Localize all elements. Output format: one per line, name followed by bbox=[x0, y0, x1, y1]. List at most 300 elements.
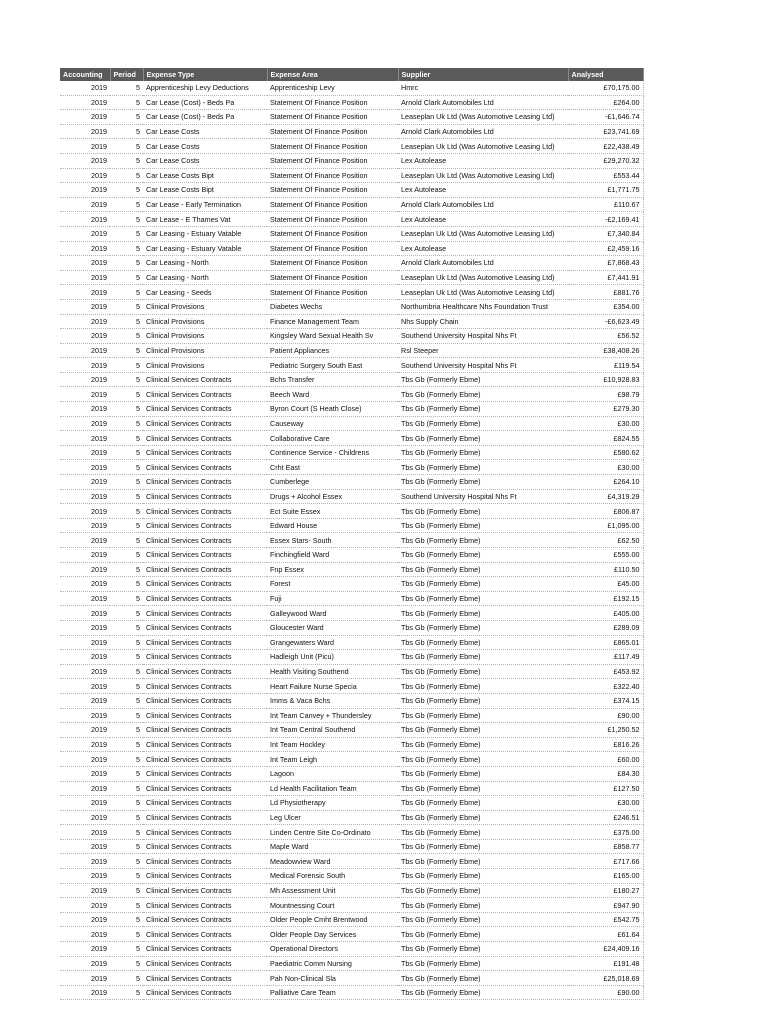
cell-expense-type: Clinical Services Contracts bbox=[143, 956, 267, 971]
cell-period: 5 bbox=[110, 212, 143, 227]
cell-expense-type: Car Leasing - North bbox=[143, 256, 267, 271]
cell-supplier: Tbs Gb (Formerly Ebme) bbox=[398, 591, 568, 606]
cell-analysed: £22,438.49 bbox=[568, 139, 643, 154]
cell-supplier: Tbs Gb (Formerly Ebme) bbox=[398, 679, 568, 694]
cell-supplier: Arnold Clark Automobiles Ltd bbox=[398, 197, 568, 212]
cell-expense-type: Car Lease Costs Bipt bbox=[143, 168, 267, 183]
table-row bbox=[60, 883, 643, 898]
cell-expense-area: Statement Of Finance Position bbox=[267, 95, 398, 110]
cell-expense-type: Clinical Services Contracts bbox=[143, 606, 267, 621]
table-row bbox=[60, 562, 643, 577]
cell-expense-type: Clinical Provisions bbox=[143, 329, 267, 344]
cell-analysed: £30.00 bbox=[568, 460, 643, 475]
cell-expense-type: Clinical Provisions bbox=[143, 343, 267, 358]
cell-accounting: 2019 bbox=[60, 314, 110, 329]
cell-supplier: Tbs Gb (Formerly Ebme) bbox=[398, 810, 568, 825]
cell-supplier: Tbs Gb (Formerly Ebme) bbox=[398, 912, 568, 927]
cell-accounting: 2019 bbox=[60, 372, 110, 387]
cell-accounting: 2019 bbox=[60, 883, 110, 898]
table-row bbox=[60, 854, 643, 869]
cell-supplier: Tbs Gb (Formerly Ebme) bbox=[398, 781, 568, 796]
cell-analysed: £60.00 bbox=[568, 752, 643, 767]
cell-expense-area: Apprenticeship Levy bbox=[267, 81, 398, 95]
cell-analysed: £110.50 bbox=[568, 562, 643, 577]
cell-expense-type: Clinical Services Contracts bbox=[143, 825, 267, 840]
cell-expense-area: Forest bbox=[267, 577, 398, 592]
cell-accounting: 2019 bbox=[60, 825, 110, 840]
table-row bbox=[60, 256, 643, 271]
cell-period: 5 bbox=[110, 241, 143, 256]
cell-accounting: 2019 bbox=[60, 402, 110, 417]
cell-supplier: Arnold Clark Automobiles Ltd bbox=[398, 256, 568, 271]
cell-analysed: £553.44 bbox=[568, 168, 643, 183]
cell-supplier: Tbs Gb (Formerly Ebme) bbox=[398, 664, 568, 679]
cell-analysed: £947.90 bbox=[568, 898, 643, 913]
cell-supplier: Tbs Gb (Formerly Ebme) bbox=[398, 635, 568, 650]
table-row bbox=[60, 285, 643, 300]
table-row bbox=[60, 825, 643, 840]
cell-period: 5 bbox=[110, 358, 143, 373]
cell-expense-type: Car Lease Costs bbox=[143, 153, 267, 168]
cell-analysed: £23,741.69 bbox=[568, 124, 643, 139]
cell-period: 5 bbox=[110, 708, 143, 723]
cell-accounting: 2019 bbox=[60, 329, 110, 344]
cell-expense-type: Clinical Services Contracts bbox=[143, 664, 267, 679]
cell-supplier: Rsl Steeper bbox=[398, 343, 568, 358]
cell-analysed: £816.26 bbox=[568, 737, 643, 752]
cell-expense-area: Galleywood Ward bbox=[267, 606, 398, 621]
cell-supplier: Tbs Gb (Formerly Ebme) bbox=[398, 562, 568, 577]
cell-supplier: Tbs Gb (Formerly Ebme) bbox=[398, 985, 568, 1000]
cell-analysed: £824.55 bbox=[568, 431, 643, 446]
cell-period: 5 bbox=[110, 679, 143, 694]
cell-expense-type: Clinical Services Contracts bbox=[143, 693, 267, 708]
cell-expense-area: Linden Centre Site Co-Ordinato bbox=[267, 825, 398, 840]
cell-expense-area: Edward House bbox=[267, 518, 398, 533]
cell-period: 5 bbox=[110, 869, 143, 884]
cell-analysed: £289.09 bbox=[568, 620, 643, 635]
table-row bbox=[60, 314, 643, 329]
cell-analysed: £865.01 bbox=[568, 635, 643, 650]
cell-expense-area: Fnp Essex bbox=[267, 562, 398, 577]
cell-supplier: Tbs Gb (Formerly Ebme) bbox=[398, 387, 568, 402]
cell-analysed: £127.50 bbox=[568, 781, 643, 796]
cell-period: 5 bbox=[110, 781, 143, 796]
table-row bbox=[60, 197, 643, 212]
cell-expense-type: Clinical Services Contracts bbox=[143, 912, 267, 927]
cell-period: 5 bbox=[110, 664, 143, 679]
cell-period: 5 bbox=[110, 985, 143, 1000]
cell-period: 5 bbox=[110, 533, 143, 548]
table-row bbox=[60, 139, 643, 154]
cell-accounting: 2019 bbox=[60, 548, 110, 563]
cell-analysed: £117.49 bbox=[568, 650, 643, 665]
cell-expense-type: Clinical Provisions bbox=[143, 299, 267, 314]
cell-accounting: 2019 bbox=[60, 343, 110, 358]
cell-analysed: £542.75 bbox=[568, 912, 643, 927]
cell-period: 5 bbox=[110, 971, 143, 986]
cell-accounting: 2019 bbox=[60, 95, 110, 110]
cell-expense-type: Clinical Services Contracts bbox=[143, 431, 267, 446]
table-row bbox=[60, 153, 643, 168]
cell-expense-area: Statement Of Finance Position bbox=[267, 226, 398, 241]
cell-expense-type: Car Lease - E Thames Vat bbox=[143, 212, 267, 227]
cell-period: 5 bbox=[110, 475, 143, 490]
cell-period: 5 bbox=[110, 752, 143, 767]
cell-accounting: 2019 bbox=[60, 226, 110, 241]
cell-period: 5 bbox=[110, 460, 143, 475]
cell-accounting: 2019 bbox=[60, 912, 110, 927]
cell-expense-type: Clinical Services Contracts bbox=[143, 533, 267, 548]
cell-analysed: £24,409.16 bbox=[568, 942, 643, 957]
cell-period: 5 bbox=[110, 270, 143, 285]
cell-supplier: Tbs Gb (Formerly Ebme) bbox=[398, 504, 568, 519]
cell-accounting: 2019 bbox=[60, 781, 110, 796]
cell-analysed: £453.92 bbox=[568, 664, 643, 679]
cell-accounting: 2019 bbox=[60, 942, 110, 957]
table-row bbox=[60, 766, 643, 781]
cell-expense-area: Diabetes Wechs bbox=[267, 299, 398, 314]
cell-expense-area: Statement Of Finance Position bbox=[267, 183, 398, 198]
cell-expense-type: Clinical Services Contracts bbox=[143, 679, 267, 694]
cell-accounting: 2019 bbox=[60, 475, 110, 490]
cell-accounting: 2019 bbox=[60, 796, 110, 811]
cell-period: 5 bbox=[110, 110, 143, 125]
cell-period: 5 bbox=[110, 445, 143, 460]
cell-period: 5 bbox=[110, 883, 143, 898]
cell-expense-area: Statement Of Finance Position bbox=[267, 241, 398, 256]
cell-expense-area: Beech Ward bbox=[267, 387, 398, 402]
cell-expense-area: Paediatric Comm Nursing bbox=[267, 956, 398, 971]
cell-analysed: £119.54 bbox=[568, 358, 643, 373]
cell-supplier: Leaseplan Uk Ltd (Was Automotive Leasing Ltd) bbox=[398, 139, 568, 154]
cell-analysed: £555.00 bbox=[568, 548, 643, 563]
cell-expense-area: Int Team Canvey + Thundersley bbox=[267, 708, 398, 723]
cell-supplier: Tbs Gb (Formerly Ebme) bbox=[398, 606, 568, 621]
cell-expense-type: Apprenticeship Levy Deductions bbox=[143, 81, 267, 95]
cell-accounting: 2019 bbox=[60, 606, 110, 621]
table-row bbox=[60, 664, 643, 679]
cell-accounting: 2019 bbox=[60, 533, 110, 548]
cell-analysed: £246.51 bbox=[568, 810, 643, 825]
table-row bbox=[60, 898, 643, 913]
cell-expense-type: Clinical Services Contracts bbox=[143, 971, 267, 986]
table-row bbox=[60, 416, 643, 431]
cell-analysed: £806.87 bbox=[568, 504, 643, 519]
cell-expense-type: Clinical Services Contracts bbox=[143, 810, 267, 825]
cell-accounting: 2019 bbox=[60, 766, 110, 781]
cell-supplier: Tbs Gb (Formerly Ebme) bbox=[398, 402, 568, 417]
cell-expense-area: Statement Of Finance Position bbox=[267, 124, 398, 139]
cell-period: 5 bbox=[110, 431, 143, 446]
cell-accounting: 2019 bbox=[60, 810, 110, 825]
cell-supplier: Tbs Gb (Formerly Ebme) bbox=[398, 708, 568, 723]
cell-expense-area: Crht East bbox=[267, 460, 398, 475]
cell-accounting: 2019 bbox=[60, 299, 110, 314]
cell-analysed: £25,018.69 bbox=[568, 971, 643, 986]
table-row bbox=[60, 212, 643, 227]
cell-analysed: £165.00 bbox=[568, 869, 643, 884]
table-row bbox=[60, 796, 643, 811]
cell-expense-area: Imms & Vaca Bchs bbox=[267, 693, 398, 708]
cell-analysed: £405.00 bbox=[568, 606, 643, 621]
cell-expense-type: Clinical Services Contracts bbox=[143, 766, 267, 781]
table-row bbox=[60, 431, 643, 446]
cell-period: 5 bbox=[110, 825, 143, 840]
cell-expense-type: Clinical Services Contracts bbox=[143, 475, 267, 490]
cell-period: 5 bbox=[110, 942, 143, 957]
cell-expense-area: Finance Management Team bbox=[267, 314, 398, 329]
cell-period: 5 bbox=[110, 489, 143, 504]
table-row bbox=[60, 226, 643, 241]
cell-period: 5 bbox=[110, 285, 143, 300]
cell-expense-area: Byron Court (S Heath Close) bbox=[267, 402, 398, 417]
table-row bbox=[60, 387, 643, 402]
table-row bbox=[60, 241, 643, 256]
table-row bbox=[60, 533, 643, 548]
cell-supplier: Tbs Gb (Formerly Ebme) bbox=[398, 620, 568, 635]
table-row bbox=[60, 460, 643, 475]
cell-expense-area: Patient Appliances bbox=[267, 343, 398, 358]
cell-accounting: 2019 bbox=[60, 679, 110, 694]
cell-expense-area: Statement Of Finance Position bbox=[267, 212, 398, 227]
header-expense-type: Expense Type bbox=[143, 68, 267, 81]
cell-analysed: £192.15 bbox=[568, 591, 643, 606]
cell-expense-type: Clinical Services Contracts bbox=[143, 839, 267, 854]
cell-accounting: 2019 bbox=[60, 927, 110, 942]
table-row bbox=[60, 650, 643, 665]
cell-analysed: £858.77 bbox=[568, 839, 643, 854]
cell-period: 5 bbox=[110, 810, 143, 825]
cell-supplier: Leaseplan Uk Ltd (Was Automotive Leasing Ltd) bbox=[398, 168, 568, 183]
cell-expense-type: Clinical Services Contracts bbox=[143, 445, 267, 460]
cell-accounting: 2019 bbox=[60, 562, 110, 577]
cell-period: 5 bbox=[110, 635, 143, 650]
cell-expense-type: Car Lease (Cost) - Beds Pa bbox=[143, 110, 267, 125]
cell-expense-area: Essex Stars- South bbox=[267, 533, 398, 548]
table-row bbox=[60, 752, 643, 767]
spending-table bbox=[60, 68, 644, 1000]
cell-period: 5 bbox=[110, 606, 143, 621]
cell-accounting: 2019 bbox=[60, 489, 110, 504]
cell-expense-area: Finchingfield Ward bbox=[267, 548, 398, 563]
table-row bbox=[60, 343, 643, 358]
cell-supplier: Southend University Hospital Nhs Ft bbox=[398, 329, 568, 344]
cell-period: 5 bbox=[110, 620, 143, 635]
cell-expense-area: Bchs Transfer bbox=[267, 372, 398, 387]
cell-analysed: £354.00 bbox=[568, 299, 643, 314]
cell-accounting: 2019 bbox=[60, 197, 110, 212]
cell-expense-type: Clinical Services Contracts bbox=[143, 402, 267, 417]
cell-analysed: £1,250.52 bbox=[568, 723, 643, 738]
cell-expense-area: Mh Assessment Unit bbox=[267, 883, 398, 898]
cell-period: 5 bbox=[110, 416, 143, 431]
table-row bbox=[60, 81, 643, 95]
cell-expense-area: Pediatric Surgery South East bbox=[267, 358, 398, 373]
cell-expense-type: Clinical Services Contracts bbox=[143, 518, 267, 533]
cell-analysed: £375.00 bbox=[568, 825, 643, 840]
cell-analysed: £7,868.43 bbox=[568, 256, 643, 271]
cell-expense-type: Clinical Provisions bbox=[143, 314, 267, 329]
cell-analysed: £2,459.16 bbox=[568, 241, 643, 256]
cell-accounting: 2019 bbox=[60, 445, 110, 460]
cell-accounting: 2019 bbox=[60, 241, 110, 256]
cell-period: 5 bbox=[110, 504, 143, 519]
cell-supplier: Tbs Gb (Formerly Ebme) bbox=[398, 796, 568, 811]
cell-expense-area: Statement Of Finance Position bbox=[267, 168, 398, 183]
cell-period: 5 bbox=[110, 226, 143, 241]
cell-supplier: Tbs Gb (Formerly Ebme) bbox=[398, 518, 568, 533]
cell-period: 5 bbox=[110, 591, 143, 606]
cell-analysed: £374.15 bbox=[568, 693, 643, 708]
cell-expense-type: Car Lease Costs bbox=[143, 139, 267, 154]
cell-analysed: £264.00 bbox=[568, 95, 643, 110]
cell-expense-type: Clinical Services Contracts bbox=[143, 372, 267, 387]
cell-accounting: 2019 bbox=[60, 985, 110, 1000]
cell-period: 5 bbox=[110, 548, 143, 563]
table-row bbox=[60, 839, 643, 854]
cell-accounting: 2019 bbox=[60, 752, 110, 767]
cell-analysed: £30.00 bbox=[568, 416, 643, 431]
cell-period: 5 bbox=[110, 387, 143, 402]
cell-accounting: 2019 bbox=[60, 723, 110, 738]
cell-analysed: £38,408.26 bbox=[568, 343, 643, 358]
cell-expense-area: Older People Day Services bbox=[267, 927, 398, 942]
cell-analysed: £45.00 bbox=[568, 577, 643, 592]
cell-analysed: £90.00 bbox=[568, 985, 643, 1000]
cell-expense-type: Clinical Services Contracts bbox=[143, 489, 267, 504]
cell-supplier: Leaseplan Uk Ltd (Was Automotive Leasing Ltd) bbox=[398, 270, 568, 285]
cell-expense-area: Causeway bbox=[267, 416, 398, 431]
cell-expense-area: Palliative Care Team bbox=[267, 985, 398, 1000]
cell-supplier: Tbs Gb (Formerly Ebme) bbox=[398, 723, 568, 738]
cell-supplier: Tbs Gb (Formerly Ebme) bbox=[398, 416, 568, 431]
cell-accounting: 2019 bbox=[60, 650, 110, 665]
cell-supplier: Arnold Clark Automobiles Ltd bbox=[398, 124, 568, 139]
cell-supplier: Tbs Gb (Formerly Ebme) bbox=[398, 693, 568, 708]
cell-expense-area: Medical Forensic South bbox=[267, 869, 398, 884]
cell-expense-area: Statement Of Finance Position bbox=[267, 256, 398, 271]
header-supplier: Supplier bbox=[398, 68, 568, 81]
cell-supplier: Tbs Gb (Formerly Ebme) bbox=[398, 883, 568, 898]
cell-analysed: £1,771.75 bbox=[568, 183, 643, 198]
cell-expense-type: Car Lease (Cost) - Beds Pa bbox=[143, 95, 267, 110]
table-row bbox=[60, 124, 643, 139]
cell-expense-type: Car Leasing - North bbox=[143, 270, 267, 285]
cell-period: 5 bbox=[110, 839, 143, 854]
cell-accounting: 2019 bbox=[60, 256, 110, 271]
cell-expense-type: Car Leasing - Estuary Vatable bbox=[143, 241, 267, 256]
table-row bbox=[60, 402, 643, 417]
table-row bbox=[60, 942, 643, 957]
cell-accounting: 2019 bbox=[60, 416, 110, 431]
cell-period: 5 bbox=[110, 372, 143, 387]
cell-accounting: 2019 bbox=[60, 591, 110, 606]
table-row bbox=[60, 869, 643, 884]
cell-expense-area: Meadowview Ward bbox=[267, 854, 398, 869]
cell-supplier: Tbs Gb (Formerly Ebme) bbox=[398, 372, 568, 387]
cell-supplier: Nhs Supply Chain bbox=[398, 314, 568, 329]
cell-analysed: £61.64 bbox=[568, 927, 643, 942]
cell-supplier: Tbs Gb (Formerly Ebme) bbox=[398, 737, 568, 752]
cell-analysed: £881.76 bbox=[568, 285, 643, 300]
cell-expense-area: Statement Of Finance Position bbox=[267, 197, 398, 212]
table-row bbox=[60, 95, 643, 110]
cell-expense-area: Health Visiting Southend bbox=[267, 664, 398, 679]
cell-analysed: £717.66 bbox=[568, 854, 643, 869]
cell-expense-area: Ld Health Facilitation Team bbox=[267, 781, 398, 796]
cell-period: 5 bbox=[110, 723, 143, 738]
cell-supplier: Lex Autolease bbox=[398, 183, 568, 198]
table-row bbox=[60, 591, 643, 606]
table-row bbox=[60, 518, 643, 533]
cell-expense-type: Clinical Services Contracts bbox=[143, 548, 267, 563]
cell-expense-area: Statement Of Finance Position bbox=[267, 270, 398, 285]
cell-accounting: 2019 bbox=[60, 460, 110, 475]
table-row bbox=[60, 110, 643, 125]
cell-accounting: 2019 bbox=[60, 708, 110, 723]
table-row bbox=[60, 183, 643, 198]
cell-supplier: Tbs Gb (Formerly Ebme) bbox=[398, 431, 568, 446]
cell-period: 5 bbox=[110, 168, 143, 183]
cell-period: 5 bbox=[110, 183, 143, 198]
cell-accounting: 2019 bbox=[60, 854, 110, 869]
cell-expense-type: Clinical Services Contracts bbox=[143, 416, 267, 431]
cell-supplier: Leaseplan Uk Ltd (Was Automotive Leasing Ltd) bbox=[398, 226, 568, 241]
cell-accounting: 2019 bbox=[60, 212, 110, 227]
cell-expense-area: Collaborative Care bbox=[267, 431, 398, 446]
cell-expense-type: Clinical Services Contracts bbox=[143, 460, 267, 475]
cell-accounting: 2019 bbox=[60, 387, 110, 402]
cell-accounting: 2019 bbox=[60, 869, 110, 884]
table-body bbox=[60, 81, 643, 1000]
cell-supplier: Southend University Hospital Nhs Ft bbox=[398, 489, 568, 504]
cell-supplier: Lex Autolease bbox=[398, 153, 568, 168]
table-row bbox=[60, 912, 643, 927]
table-row bbox=[60, 475, 643, 490]
cell-period: 5 bbox=[110, 124, 143, 139]
cell-analysed: £30.00 bbox=[568, 796, 643, 811]
cell-period: 5 bbox=[110, 329, 143, 344]
cell-expense-type: Clinical Services Contracts bbox=[143, 942, 267, 957]
cell-analysed: £70,175.00 bbox=[568, 81, 643, 95]
cell-expense-type: Clinical Services Contracts bbox=[143, 796, 267, 811]
cell-expense-area: Kingsley Ward Sexual Health Sv bbox=[267, 329, 398, 344]
cell-expense-type: Clinical Services Contracts bbox=[143, 927, 267, 942]
cell-expense-area: Leg Ulcer bbox=[267, 810, 398, 825]
cell-period: 5 bbox=[110, 81, 143, 95]
cell-period: 5 bbox=[110, 693, 143, 708]
cell-expense-type: Clinical Services Contracts bbox=[143, 562, 267, 577]
cell-period: 5 bbox=[110, 139, 143, 154]
cell-accounting: 2019 bbox=[60, 504, 110, 519]
cell-expense-area: Operational Directors bbox=[267, 942, 398, 957]
cell-analysed: £322.40 bbox=[568, 679, 643, 694]
header-analysed: Analysed bbox=[568, 68, 643, 81]
table-row bbox=[60, 299, 643, 314]
header-period: Period bbox=[110, 68, 143, 81]
cell-supplier: Tbs Gb (Formerly Ebme) bbox=[398, 460, 568, 475]
table-row bbox=[60, 577, 643, 592]
table-row bbox=[60, 971, 643, 986]
cell-analysed: £62.50 bbox=[568, 533, 643, 548]
cell-expense-area: Drugs + Alcohol Essex bbox=[267, 489, 398, 504]
cell-analysed: £580.62 bbox=[568, 445, 643, 460]
cell-supplier: Tbs Gb (Formerly Ebme) bbox=[398, 533, 568, 548]
cell-analysed: £29,270.32 bbox=[568, 153, 643, 168]
table-row bbox=[60, 358, 643, 373]
cell-accounting: 2019 bbox=[60, 110, 110, 125]
